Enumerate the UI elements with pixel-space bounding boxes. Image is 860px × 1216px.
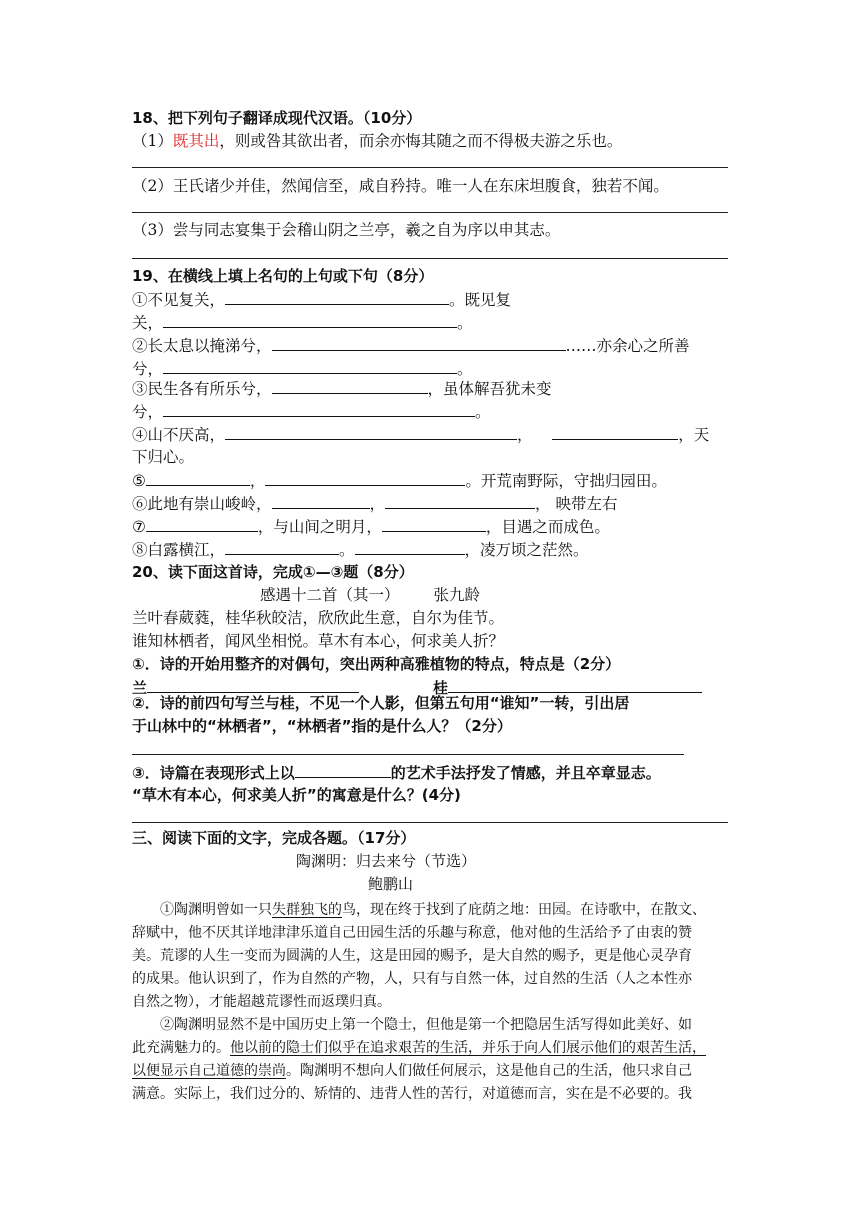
text: ④山不厌高，	[132, 426, 226, 444]
blank	[225, 288, 449, 305]
article-author: 鲍鹏山	[368, 875, 414, 893]
para-2-line-1: ②陶渊明显然不是中国历史上第一个隐士，但他是第一个把隐居生活写得如此美好、如	[160, 1017, 692, 1033]
para-1-line-1	[160, 899, 706, 921]
q19-item-8	[132, 538, 589, 561]
blank	[163, 400, 475, 417]
article-title: 陶渊明：归去来兮（节选）	[296, 852, 477, 870]
q19-item-6	[132, 492, 617, 515]
answer-line	[132, 212, 728, 213]
q20-question-2a: ②．诗的前四句写兰与桂，不见一个人影，但第五句用“谁知”一转，引出居	[132, 694, 630, 712]
q20-title: 20、读下面这首诗，完成①—③题（8分）	[132, 563, 414, 581]
text: ，与山间之明月，	[257, 518, 382, 536]
blank	[448, 676, 702, 693]
text: 。陶渊明不想向人们做任何展示，这是他自己的生活，他只求自己	[286, 1063, 692, 1079]
q18-sentence-2: （2）王氏诸少并佳，然闻信至，咸自矜持。唯一人在东床坦腹食，独若不闻。	[132, 177, 669, 195]
text: 兰	[132, 679, 148, 697]
text: ，	[517, 426, 533, 444]
text: 的艺术手法抒发了情感，并且卒章显志。	[390, 764, 661, 782]
para-1-line-2: 辞赋中，他不厌其详地津津乐道自己田园生活的乐趣与称意，他对他的生活给予了由衷的赞	[132, 925, 692, 941]
text: 。	[457, 360, 473, 378]
blank	[272, 334, 566, 351]
blank	[146, 515, 258, 532]
para-1-line-3: 美。荒谬的人生一变而为圆满的人生，这是田园的赐予，是大自然的赐予，更是他心灵孕育	[132, 948, 692, 964]
answer-line	[132, 258, 728, 259]
poem-line-1: 兰叶春葳蕤，桂华秋皎洁，欣欣此生意，自尔为佳节。	[132, 609, 505, 627]
para-2-line-2	[132, 1037, 706, 1059]
text: 兮，	[132, 360, 164, 378]
q19-item-4	[132, 423, 709, 446]
poem-line-2: 谁知林栖者，闻风坐相悦。草木有本心，何求美人折？	[132, 632, 505, 650]
poem-author: 张九龄	[433, 586, 481, 604]
q18-s1-num: （1）	[132, 132, 173, 150]
q18-s1-highlight: 既其出	[172, 132, 220, 150]
text: ①陶渊明曾如一只	[160, 902, 272, 918]
text: ， 映带左右	[535, 495, 618, 513]
underlined-sentence: 他以前的隐士们似乎在追求艰苦的生活，并乐于向人们展示他们的艰苦生活，	[230, 1040, 706, 1056]
text: 桂	[433, 679, 449, 697]
text: ⑦	[132, 518, 146, 536]
text: 。	[457, 314, 473, 332]
blank	[225, 423, 517, 440]
text: 鸟，现在终于找到了庇荫之地：田园。在诗歌中，在散文、	[342, 902, 706, 918]
q20-question-3b: “草木有本心，何求美人折”的寓意是什么？(4分)	[132, 786, 461, 804]
q19-item-2	[132, 334, 690, 357]
blank	[272, 377, 428, 394]
q19-title: 19、在横线上填上名句的上句或下句（8分）	[132, 267, 434, 285]
text: ，目遇之而成色。	[485, 518, 610, 536]
para-2-line-3	[132, 1060, 692, 1082]
text: 。开荒南野际，守拙归园田。	[465, 472, 667, 490]
answer-line	[132, 167, 728, 168]
text: ，	[369, 495, 386, 513]
text: ③民生各有所乐兮，	[132, 380, 272, 398]
q19-item-3	[132, 377, 552, 400]
q20-question-3a	[132, 761, 661, 784]
text: ……亦余心之所善	[565, 337, 690, 355]
blank	[295, 761, 391, 778]
q18-s1-rest: ，则或咎其欲出者，而余亦悔其随之而不得极夫游之乐也。	[219, 132, 623, 150]
text: ①不见复关，	[132, 291, 226, 309]
blank	[146, 469, 250, 486]
q19-item-3-cont	[132, 400, 491, 423]
answer-line	[132, 754, 684, 755]
q19-item-1	[132, 288, 511, 311]
underlined-phrase: 失群独飞的	[272, 902, 342, 918]
q18-sentence-1	[132, 130, 622, 152]
text: 此充满魅力的。	[132, 1040, 230, 1056]
text: 。	[475, 403, 491, 421]
blank	[382, 515, 486, 532]
text: ③．诗篇在表现形式上以	[132, 764, 295, 782]
q19-item-5	[132, 469, 667, 492]
q20-question-2b: 于山林中的“林栖者”，“林栖者”指的是什么人？（2分）	[132, 717, 512, 735]
text: 。	[339, 541, 355, 559]
text: ，凌万顷之茫然。	[464, 541, 589, 559]
blank	[385, 492, 535, 509]
text: 兮，	[132, 403, 164, 421]
q18-sentence-3: （3）尝与同志宴集于会稽山阴之兰亭，羲之自为序以申其志。	[132, 221, 561, 239]
section-3-title: 三、阅读下面的文字，完成各题。（17分）	[132, 829, 416, 847]
answer-line	[132, 822, 728, 823]
para-1-line-5: 自然之物），才能超越荒谬性而返璞归真。	[132, 994, 391, 1010]
blank	[147, 676, 359, 693]
text: ，天	[678, 426, 710, 444]
q19-item-4-cont: 下归心。	[132, 448, 195, 466]
text: ⑤	[132, 472, 146, 490]
blank	[552, 423, 678, 440]
text: ②长太息以掩涕兮，	[132, 337, 272, 355]
para-1-line-4: 的成果。他认识到了，作为自然的产物，人，只有与自然一体，过自然的生活（人之本性亦	[132, 971, 692, 987]
text: ，虽体解吾犹未变	[427, 380, 552, 398]
para-2-line-4: 满意。实际上，我们过分的、矫情的、违背人性的苦行，对道德而言，实在是不必要的。我	[132, 1086, 692, 1102]
text: ⑧白露横江，	[132, 541, 226, 559]
underlined-sentence: 以便显示自己道德的崇尚	[132, 1063, 286, 1079]
poem-heading	[260, 584, 480, 606]
poem-title: 感遇十二首（其一）	[260, 586, 400, 604]
q18-title: 18、把下列句子翻译成现代汉语。（10分）	[132, 109, 422, 127]
q20-question-1: ①．诗的开始用整齐的对偶句，突出两种高雅植物的特点，特点是（2分）	[132, 655, 621, 673]
blank	[225, 538, 339, 555]
blank	[355, 538, 465, 555]
text: 。既见复	[449, 291, 512, 309]
blank	[163, 357, 457, 374]
blank	[272, 492, 370, 509]
text: ，	[249, 472, 266, 490]
blank	[163, 311, 457, 328]
q19-item-1-cont	[132, 311, 473, 334]
q19-item-7	[132, 515, 610, 538]
text: 关，	[132, 314, 164, 332]
blank	[265, 469, 465, 486]
text: ⑥此地有崇山峻岭，	[132, 495, 272, 513]
